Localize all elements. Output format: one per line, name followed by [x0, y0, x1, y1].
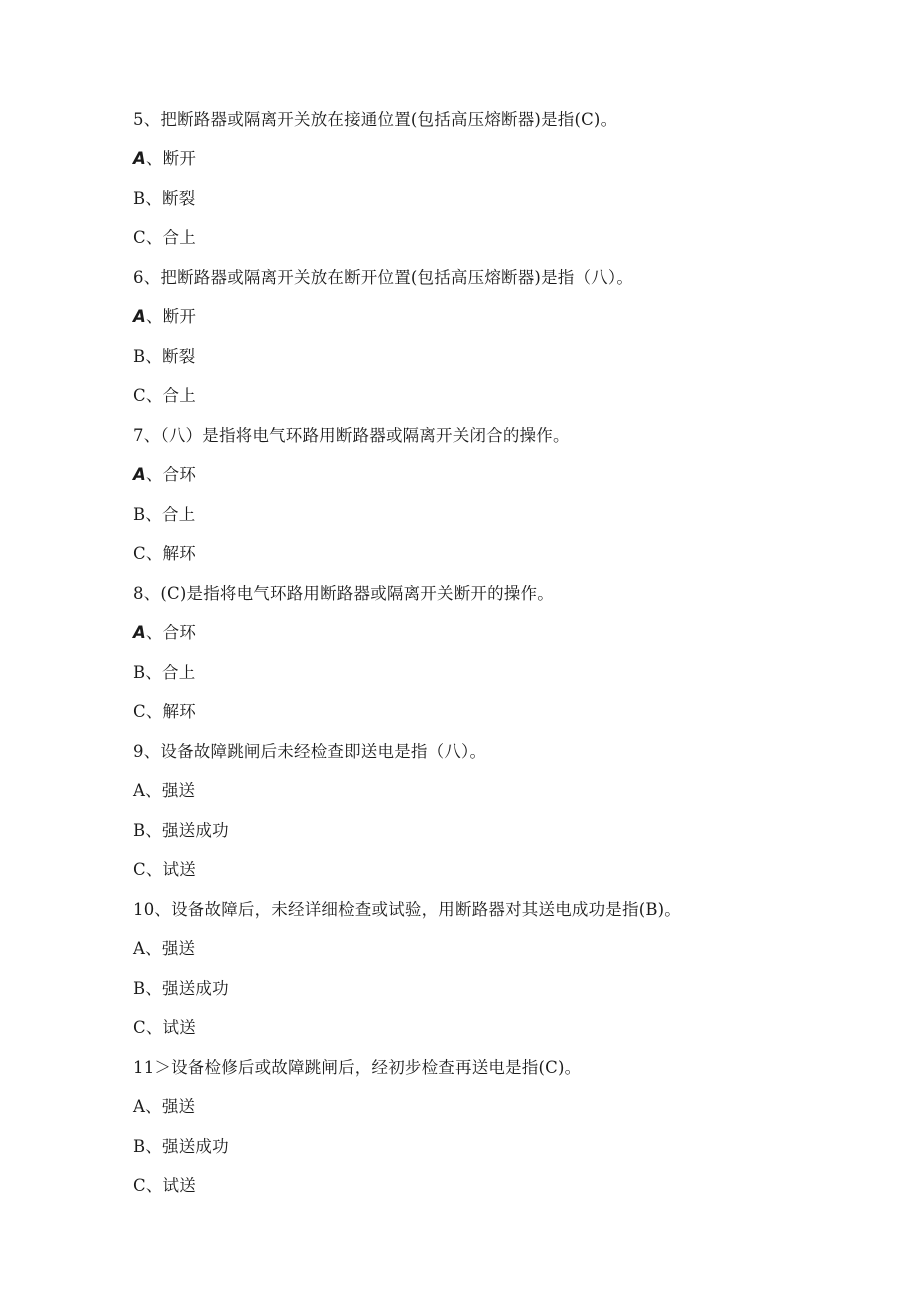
- option-text: 、合上: [145, 505, 196, 524]
- option-text: 、试送: [145, 860, 196, 879]
- question-9-option-b: [133, 819, 229, 843]
- option-letter: A: [133, 781, 146, 800]
- option-letter: B: [133, 505, 146, 524]
- option-letter: C: [133, 228, 146, 247]
- option-letter: C: [133, 1018, 146, 1037]
- option-text: 、断裂: [145, 189, 196, 208]
- question-10-stem: 10、设备故障后，未经详细检查或试验，用断路器对其送电成功是指(B)。: [133, 900, 681, 919]
- option-text: 、试送: [145, 1018, 196, 1037]
- option-letter: C: [133, 544, 146, 563]
- option-text: 、强送: [145, 781, 196, 800]
- option-letter: C: [133, 386, 146, 405]
- option-letter: A: [133, 1097, 146, 1116]
- question-8-option-b: [133, 661, 195, 685]
- option-letter: A: [133, 465, 146, 484]
- option-letter: B: [133, 663, 146, 682]
- option-letter: C: [133, 860, 146, 879]
- option-text: 、强送: [145, 1097, 196, 1116]
- question-8-option-c: [133, 700, 196, 724]
- option-text: 、合环: [145, 623, 197, 642]
- option-letter: A: [133, 623, 146, 642]
- option-text: 、强送成功: [145, 821, 229, 840]
- question-10-option-b: [133, 977, 229, 1001]
- question-11-option-a: [133, 1095, 195, 1119]
- option-letter: B: [133, 821, 146, 840]
- option-letter: C: [133, 1176, 146, 1195]
- question-9-option-c: [133, 858, 196, 882]
- question-7-option-a: [133, 463, 196, 487]
- option-text: 、合上: [145, 386, 196, 405]
- option-letter: B: [133, 1137, 146, 1156]
- option-text: 、断开: [145, 307, 197, 326]
- question-6-option-c: [133, 384, 196, 408]
- option-text: 、强送: [145, 939, 196, 958]
- option-text: 、解环: [145, 544, 196, 563]
- question-11-stem: 11＞设备检修后或故障跳闸后，经初步检查再送电是指(C)。: [133, 1058, 582, 1077]
- option-letter: C: [133, 702, 146, 721]
- question-6-option-a: [133, 305, 196, 329]
- question-11-option-c: [133, 1174, 196, 1198]
- option-text: 、合环: [145, 465, 197, 484]
- question-7-option-c: [133, 542, 196, 566]
- option-text: 、断裂: [145, 347, 196, 366]
- question-11-option-b: [133, 1135, 229, 1159]
- option-letter: A: [133, 307, 146, 326]
- option-letter: B: [133, 979, 146, 998]
- option-text: 、断开: [145, 149, 197, 168]
- option-letter: B: [133, 347, 146, 366]
- question-8-stem: 8、(C)是指将电气环路用断路器或隔离开关断开的操作。: [133, 584, 554, 603]
- question-5-option-b: [133, 187, 195, 211]
- question-8-option-a: [133, 621, 196, 645]
- question-9-option-a: [133, 779, 195, 803]
- option-text: 、解环: [145, 702, 196, 721]
- question-5-stem: 5、把断路器或隔离开关放在接通位置(包括高压熔断器)是指(C)。: [133, 110, 618, 129]
- question-6-option-b: [133, 345, 195, 369]
- option-letter: A: [133, 939, 146, 958]
- option-text: 、试送: [145, 1176, 196, 1195]
- question-9-stem: 9、设备故障跳闸后未经检查即送电是指（八）。: [133, 742, 487, 761]
- question-5-option-c: [133, 226, 196, 250]
- option-letter: A: [133, 149, 146, 168]
- question-7-option-b: [133, 503, 195, 527]
- option-text: 、合上: [145, 228, 196, 247]
- option-text: 、强送成功: [145, 1137, 229, 1156]
- option-text: 、强送成功: [145, 979, 229, 998]
- question-5-option-a: [133, 147, 196, 171]
- question-7-stem: 7、（八）是指将电气环路用断路器或隔离开关闭合的操作。: [133, 426, 570, 445]
- question-10-option-a: [133, 937, 195, 961]
- option-text: 、合上: [145, 663, 196, 682]
- question-10-option-c: [133, 1016, 196, 1040]
- question-6-stem: 6、把断路器或隔离开关放在断开位置(包括高压熔断器)是指（八）。: [133, 268, 634, 287]
- option-letter: B: [133, 189, 146, 208]
